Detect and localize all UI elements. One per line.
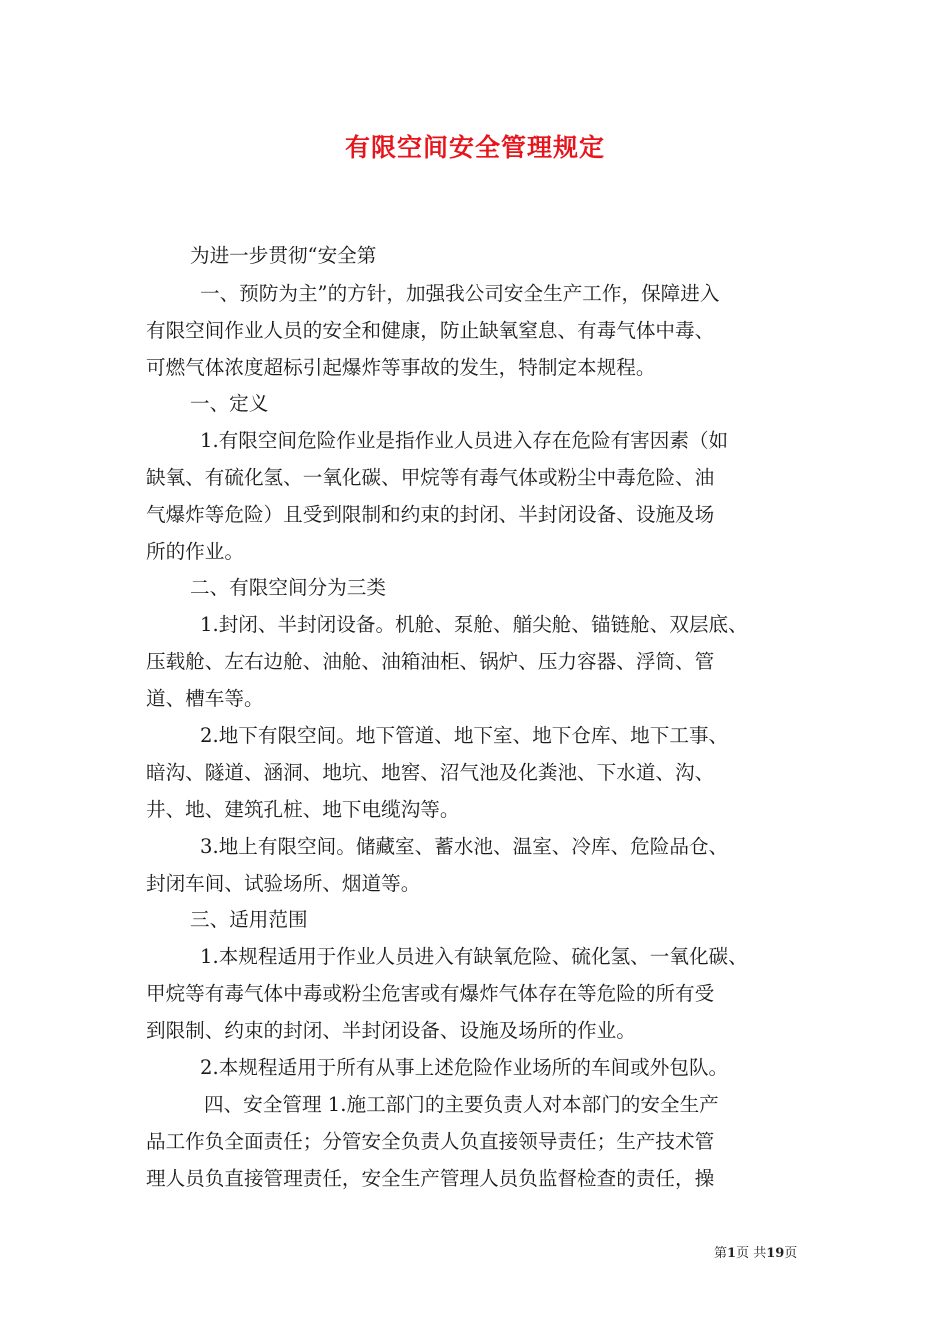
paragraph-line: 井、地、建筑孔桩、地下电缆沟等。 — [146, 798, 460, 821]
paragraph-line: 缺氧、有硫化氢、一氧化碳、甲烷等有毒气体或粉尘中毒危险、油 — [146, 466, 715, 489]
paragraph-line: 3.地上有限空间。储藏室、蓄水池、温室、冷库、危险品仓、 — [200, 835, 729, 858]
section-heading: 一、定义 — [190, 392, 269, 415]
page-title: 有限空间安全管理规定 — [344, 133, 605, 162]
section-heading: 三、适用范围 — [190, 908, 308, 931]
current-page-number: 1 — [727, 1246, 737, 1261]
paragraph-line: 气爆炸等危险）且受到限制和约束的封闭、半封闭设备、设施及场 — [146, 503, 715, 526]
paragraph-line: 压载舱、左右边舱、油舱、油箱油柜、锅炉、压力容器、浮筒、管 — [146, 650, 715, 673]
paragraph-line: 封闭车间、试验场所、烟道等。 — [146, 872, 421, 895]
paragraph-line: 道、槽车等。 — [146, 687, 264, 710]
paragraph-line: 到限制、约束的封闭、半封闭设备、设施及场所的作业。 — [146, 1019, 636, 1042]
paragraph-line: 有限空间作业人员的安全和健康，防止缺氧窒息、有毒气体中毒、 — [146, 319, 715, 342]
paragraph-line: 可燃气体浓度超标引起爆炸等事故的发生，特制定本规程。 — [146, 356, 656, 379]
footer-prefix: 第 — [714, 1246, 728, 1261]
paragraph-line: 一、预防为主”的方针，加强我公司安全生产工作，保障进入 — [200, 282, 720, 305]
paragraph-line: 所的作业。 — [146, 540, 244, 563]
paragraph-line: 甲烷等有毒气体中毒或粉尘危害或有爆炸气体存在等危险的所有受 — [146, 982, 715, 1005]
section-heading: 二、有限空间分为三类 — [190, 576, 386, 599]
footer-middle: 页 共 — [736, 1246, 767, 1261]
paragraph-line: 2.本规程适用于所有从事上述危险作业场所的车间或外包队。 — [200, 1056, 729, 1079]
paragraph-line: 2.地下有限空间。地下管道、地下室、地下仓库、地下工事、 — [200, 724, 729, 747]
paragraph-line: 品工作负全面责任；分管安全负责人负直接领导责任；生产技术管 — [146, 1130, 715, 1153]
total-pages-number: 19 — [766, 1246, 785, 1261]
paragraph-line: 1.本规程适用于作业人员进入有缺氧危险、硫化氢、一氧化碳、 — [200, 945, 748, 968]
paragraph-line: 1.封闭、半封闭设备。机舱、泵舱、艏尖舱、锚链舱、双层底、 — [200, 613, 748, 636]
footer-suffix: 页 — [784, 1246, 798, 1261]
paragraph-line: 为进一步贯彻“安全第 — [190, 244, 377, 267]
paragraph-line: 理人员负直接管理责任，安全生产管理人员负监督检查的责任，操 — [146, 1167, 715, 1190]
paragraph-line: 1.有限空间危险作业是指作业人员进入存在危险有害因素（如 — [200, 429, 729, 452]
paragraph-line: 暗沟、隧道、涵洞、地坑、地窖、沼气池及化粪池、下水道、沟、 — [146, 761, 715, 784]
page-number-footer — [714, 1246, 797, 1262]
paragraph-line: 四、安全管理 1.施工部门的主要负责人对本部门的安全生产 — [204, 1093, 719, 1116]
